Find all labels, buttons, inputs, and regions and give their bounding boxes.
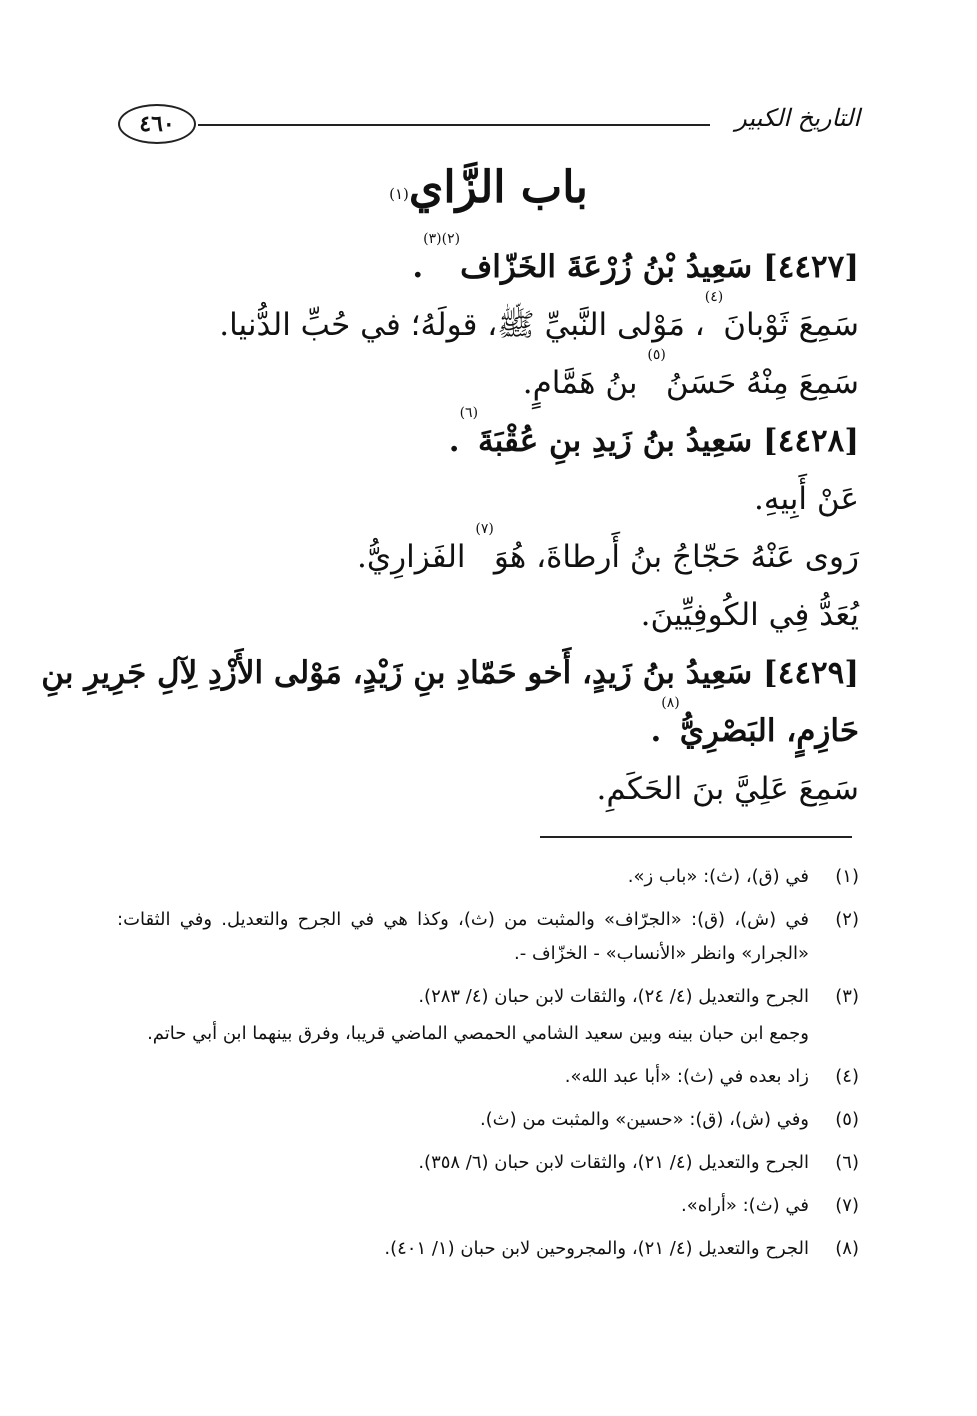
main-text bbox=[41, 231, 859, 818]
entry-line bbox=[41, 644, 859, 702]
line-text: سَمِعَ ثَوْبانَ bbox=[723, 307, 859, 343]
footnote-text: وفي (ش)، (ق): «حسين» والمثبت من (ث). bbox=[479, 1109, 809, 1130]
line-tail: الفَزارِيُّ. bbox=[357, 539, 476, 575]
book-title: التاريخ الكبير bbox=[735, 104, 860, 132]
footnote-number: (١) bbox=[835, 866, 859, 887]
footnote-number: (٨) bbox=[835, 1238, 859, 1259]
page-number: ٤٦٠ bbox=[139, 111, 175, 137]
footnote-marker: (٢)(٣) bbox=[423, 231, 461, 247]
line-text: سَمِعَ مِنْهُ حَسَنُ bbox=[665, 365, 859, 401]
footnote-number: (٣) bbox=[835, 986, 859, 1007]
footnotes bbox=[117, 860, 859, 1275]
line-text: يُعَدُّ فِي الكُوفِيِّينَ. bbox=[640, 597, 859, 633]
footnote-separator bbox=[540, 836, 852, 838]
text-line bbox=[117, 347, 859, 412]
footnote bbox=[117, 1103, 859, 1137]
footnote-text: الجرح والتعديل (٤/ ٢٤)، والثقات لابن حبان (٤/ ٢٨٣). bbox=[418, 986, 809, 1007]
footnote bbox=[117, 1146, 859, 1180]
chapter-title-text: باب الزَّاي bbox=[408, 162, 588, 213]
footnote bbox=[117, 1232, 859, 1266]
footnote-marker: (٤) bbox=[704, 289, 724, 305]
footnote bbox=[117, 1060, 859, 1094]
line-text: [٤٤٢٩] سَعِيدُ بنُ زَيدٍ، أَخو حَمّادِ بنِ زَيْدٍ، مَوْلى الأَزْدِ لِآلِ جَرِيرِ بنِ bbox=[41, 655, 859, 691]
line-tail: ، مَوْلى النَّبيِّ ﷺ، قولَهُ؛ في حُبِّ الدُّنيا. bbox=[219, 307, 705, 343]
footnote bbox=[117, 903, 859, 971]
footnote-text: في (ق)، (ث): «باب ز». bbox=[627, 866, 809, 887]
footnote bbox=[117, 980, 859, 1014]
chapter-footnote-marker: (١) bbox=[389, 185, 409, 203]
line-text: سَمِعَ عَلِيَّ بنَ الحَكَمِ. bbox=[596, 771, 859, 807]
footnote-number: (٤) bbox=[835, 1066, 859, 1087]
line-text: [٤٤٢٧] سَعِيدُ بْنُ زُرْعَةَ الخَزّاف bbox=[460, 249, 859, 285]
text-line bbox=[117, 289, 859, 354]
footnote-text: في (ث): «أراه». bbox=[681, 1195, 809, 1216]
footnote-text: الجرح والتعديل (٤/ ٢١)، والمجروحين لابن حبان (١/ ٤٠١). bbox=[384, 1238, 809, 1259]
footnote-marker: (٥) bbox=[647, 347, 666, 363]
page-number-badge bbox=[118, 104, 196, 144]
footnote-text: زاد بعده في (ث): «أبا عبد الله». bbox=[564, 1066, 809, 1087]
line-tail: . bbox=[448, 423, 460, 459]
footnote-number: (٦) bbox=[835, 1152, 859, 1173]
footnote bbox=[117, 860, 859, 894]
line-text: حَازِمٍ، البَصْرِيُّ bbox=[679, 713, 859, 749]
entry-line bbox=[117, 405, 859, 470]
entry-line bbox=[117, 231, 859, 296]
footnote-number: (٢) bbox=[835, 909, 859, 930]
text-line bbox=[117, 760, 859, 818]
footnote-number: (٥) bbox=[835, 1109, 859, 1130]
line-tail: بنُ هَمَّامٍ. bbox=[522, 365, 648, 401]
chapter-title bbox=[0, 158, 977, 218]
line-text: رَوى عَنْهُ حَجّاجُ بنُ أَرطاةَ، هُوَ bbox=[493, 539, 859, 575]
footnote bbox=[117, 1189, 859, 1223]
line-tail: . bbox=[412, 249, 424, 285]
line-text: [٤٤٢٨] سَعِيدُ بنُ زَيدِ بنِ عُقْبَةَ bbox=[478, 423, 859, 459]
footnote-number: (٧) bbox=[835, 1195, 859, 1216]
header-rule bbox=[198, 124, 710, 126]
footnote-continuation: وجمع ابن حبان بينه وبين سعيد الشامي الحمصي الماضي قريبا، وفرق بينهما ابن أبي حاتم. bbox=[147, 1023, 809, 1044]
running-header bbox=[118, 100, 860, 146]
text-line bbox=[117, 470, 859, 528]
text-line bbox=[117, 586, 859, 644]
entry-line bbox=[117, 695, 859, 760]
footnote-marker: (٦) bbox=[459, 405, 479, 421]
footnote-text: الجرح والتعديل (٤/ ٢١)، والثقات لابن حبان (٦/ ٣٥٨). bbox=[418, 1152, 809, 1173]
line-tail: . bbox=[650, 713, 662, 749]
footnote-marker: (٨) bbox=[661, 695, 680, 711]
line-text: عَنْ أَبِيهِ. bbox=[753, 481, 859, 517]
footnote-text: في (ش)، (ق): «الجرّاف» والمثبت من (ث)، وكذا هي في الجرح والتعديل. وفي الثقات: «الجرار» وانظر «الأنساب» - الخزّاف -. bbox=[117, 909, 809, 964]
text-line bbox=[117, 521, 859, 586]
footnote-marker: (٧) bbox=[475, 521, 494, 537]
